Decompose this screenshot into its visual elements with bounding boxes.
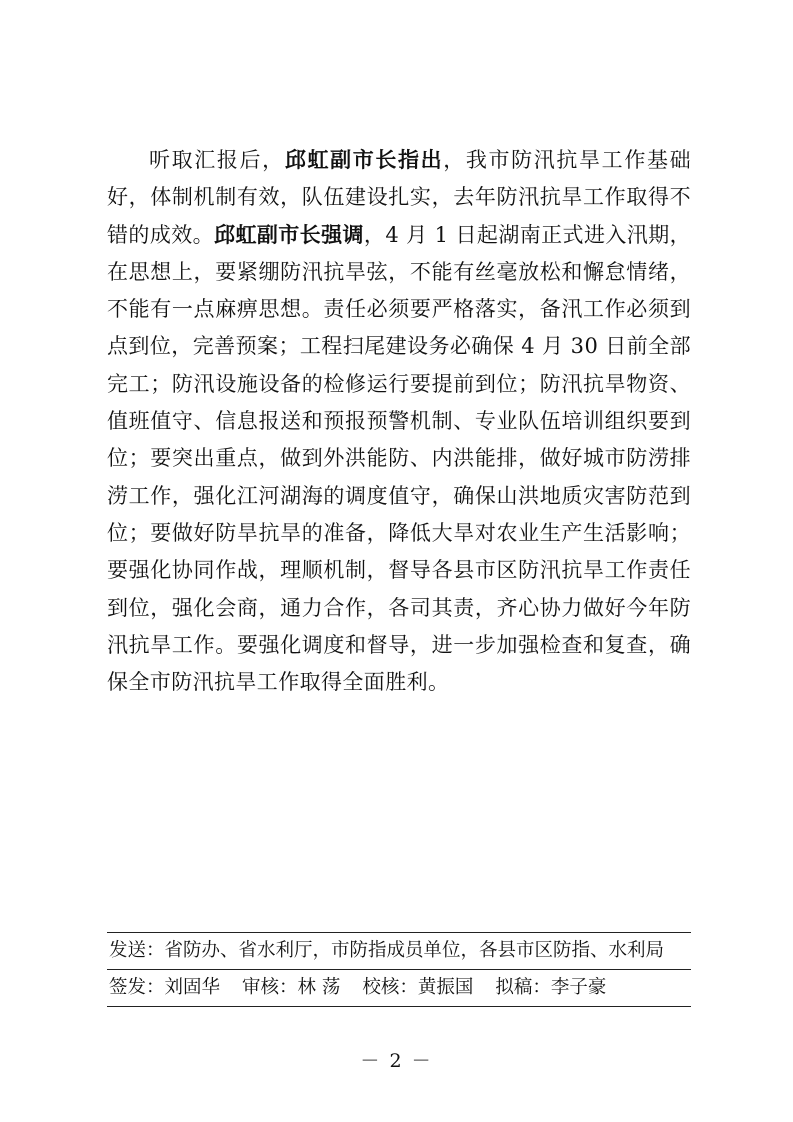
page-number: － 2 － <box>360 1050 433 1072</box>
speaker-highlight-1: 邱虹副市长指出 <box>284 148 444 172</box>
paragraph-part-2: ，4 月 1 日起湖南正式进入汛期，在思想上，要紧绷防汛抗旱弦，不能有丝毫放松和懈怠情绪，不能有一点麻痹思想。责任必须要严格落实，备汛工作必须到点到位，完善预案；工程扫尾建设务必确保 4 月 30 日前全部完工；防汛设施设备的检修运行要提前到位；防汛抗旱物资、值班值守、信息报送和预报预警机制、专业队伍培训组织要到位；要突出重点，做到外洪能防、内洪能排，做好城市防涝排涝工作，强化江河湖海的调度值守，确保山洪地质灾害防范到位；要做好防旱抗旱的准备，降低大旱对农业生产生活影响；要强化协同作战，理顺机制，督导各县市区防汛抗旱工作责任到位，强化会商，通力合作，各司其责，齐心协力做好今年防汛抗旱工作。要强化调度和督导，进一步加强检查和复查，确保全市防汛抗旱工作取得全面胜利。 <box>107 222 691 695</box>
signature-line <box>107 970 691 1006</box>
issued-by: 签发：刘固华 <box>109 977 221 998</box>
body-paragraph <box>107 142 691 701</box>
paragraph-part-1: ，我市防汛抗旱工作基础好，体制机制有效，队伍建设扎实，去年防汛抗旱工作取得不错的成效。 <box>107 148 691 247</box>
checked-by: 校核：黄振国 <box>362 977 474 998</box>
paragraph-lead: 听取汇报后， <box>149 148 285 172</box>
reviewed-by: 审核：林 荡 <box>242 977 341 998</box>
drafted-by: 拟稿：李子豪 <box>495 977 607 998</box>
footer-bottom-rule <box>107 1006 691 1007</box>
speaker-highlight-2: 邱虹副市长强调 <box>214 222 364 247</box>
send-to-line: 发送：省防办、省水利厅，市防指成员单位，各县市区防指、水利局 <box>109 940 665 961</box>
distribution-footer <box>107 932 691 1007</box>
